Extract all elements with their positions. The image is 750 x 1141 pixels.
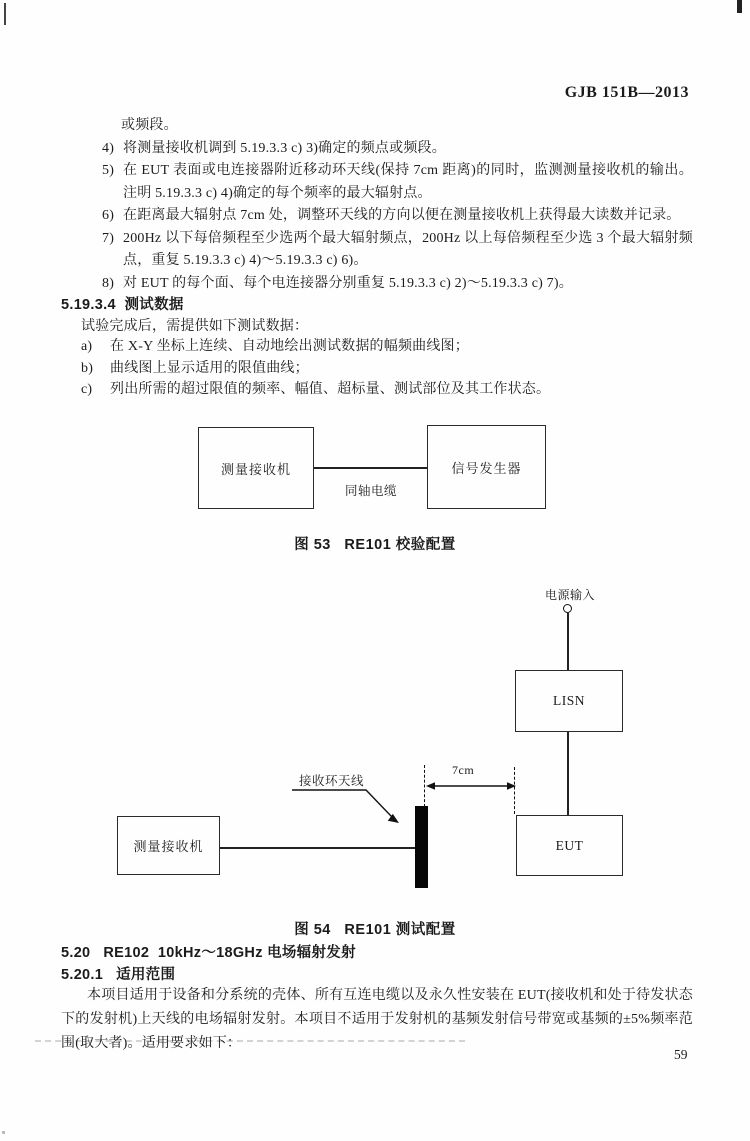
fig54-caption: 图 54 RE101 测试配置 [294,922,456,938]
list-item-8 [61,273,693,296]
page-number: 59 [674,1047,688,1062]
fig54-receiver-to-antenna-line [220,847,415,849]
scan-artifact-top-left [4,3,6,25]
list-item-7-number: 7) [102,230,115,246]
list-item-c-text: 列出所需的超过限值的频率、幅值、超标量、测试部位及其工作状态。 [110,382,551,397]
test-data-intro: 试验完成后，需提供如下测试数据： [81,319,309,334]
section-heading-test-data: 5.19.3.4 测试数据 [61,297,184,313]
list-item-5-text: 在 EUT 表面或电连接器附近移动环天线(保持 7cm 距离)的同时，监测测量接收机的输出。注明 5.19.3.3 c) 4)确定的每个频率的最大辐射点。 [123,163,693,201]
list-item-6-number: 6) [102,208,115,223]
section-heading-scope: 5.20.1 适用范围 [61,967,176,983]
list-item-5-number: 5) [102,163,115,178]
list-item-a [61,336,693,358]
section-heading-re102: 5.20 RE102 10kHz～18GHz 电场辐射发射 [61,945,356,961]
procedure-list [61,115,693,295]
list-item-8-text: 对 EUT 的每个面、每个电连接器分别重复 5.19.3.3 c) 2)～5.19.3.3 c) 7)。 [123,275,573,291]
list-item-a-text: 在 X-Y 坐标上连续、自动地绘出测试数据的幅频曲线图； [110,339,469,354]
list-item-c [61,379,693,401]
fig54-power-input-label: 电源输入 [545,588,596,602]
list-item-4-number: 4) [102,140,115,156]
fig54-antenna-label: 接收环天线 [299,774,365,788]
scope-paragraph: 本项目适用于设备和分系统的壳体、所有互连电缆以及永久性安装在 EUT(接收机和处于待发状态下的发射机)上天线的电场辐射发射。本项目不适用于发射机的基频发射信号带宽或基频的±5%频率范围(取大者)。适用要求如下： [61,988,693,1051]
list-item-b-text: 曲线图上显示适用的限值曲线； [110,360,309,376]
fig54-distance-label: 7cm [452,763,475,777]
list-item-c-number: c) [81,382,93,397]
test-data-list [61,336,693,401]
running-header: GJB 151B—2013 [564,84,689,101]
fig53-cable-label: 同轴电缆 [345,484,398,498]
list-item-a-number: a) [81,339,93,354]
fig54-eut-box: EUT [516,815,623,876]
fig54-antenna-dashed-line [424,765,425,807]
list-item-8-number: 8) [102,275,115,291]
list-item-7 [61,228,693,273]
scan-artifact-bottom-left [2,1131,5,1134]
list-item-7-text: 200Hz 以下每倍频程至少选两个最大辐射频点，200Hz 以上每倍频程至少选 3 个最大辐射频点，重复 5.19.3.3 c) 4)～5.19.3.3 c) 6)。 [123,230,693,268]
fig54-distance-arrow [426,780,516,792]
fig53-signal-generator-box: 信号发生器 [427,425,546,509]
fig54-power-to-lisn-line [567,613,569,670]
fig54-measuring-receiver-box: 测量接收机 [117,816,220,875]
fig54-lisn-box: LISN [515,670,623,732]
list-item-b [61,358,693,380]
list-item-6 [61,205,693,228]
scan-artifact-top-right [737,0,742,13]
list-item-4-text: 将测量接收机调到 5.19.3.3 c) 3)确定的频点或频段。 [123,140,446,156]
fig54-antenna-leader-arrow [288,786,408,828]
list-item-4 [61,138,693,161]
list-continuation-fragment: 或频段。 [121,118,178,133]
fig54-power-terminal-circle [563,604,572,613]
list-item-6-text: 在距离最大辐射点 7cm 处，调整环天线的方向以便在测量接收机上获得最大读数并记录。 [123,208,681,223]
list-item-b-number: b) [81,360,94,376]
fig53-measuring-receiver-box: 测量接收机 [198,427,314,509]
fig54-lisn-to-eut-line [567,732,569,815]
fig54-loop-antenna-bar [415,806,428,888]
fig53-coax-cable-line [314,467,427,469]
list-item-5 [61,160,693,205]
fig53-caption: 图 53 RE101 校验配置 [294,537,456,553]
